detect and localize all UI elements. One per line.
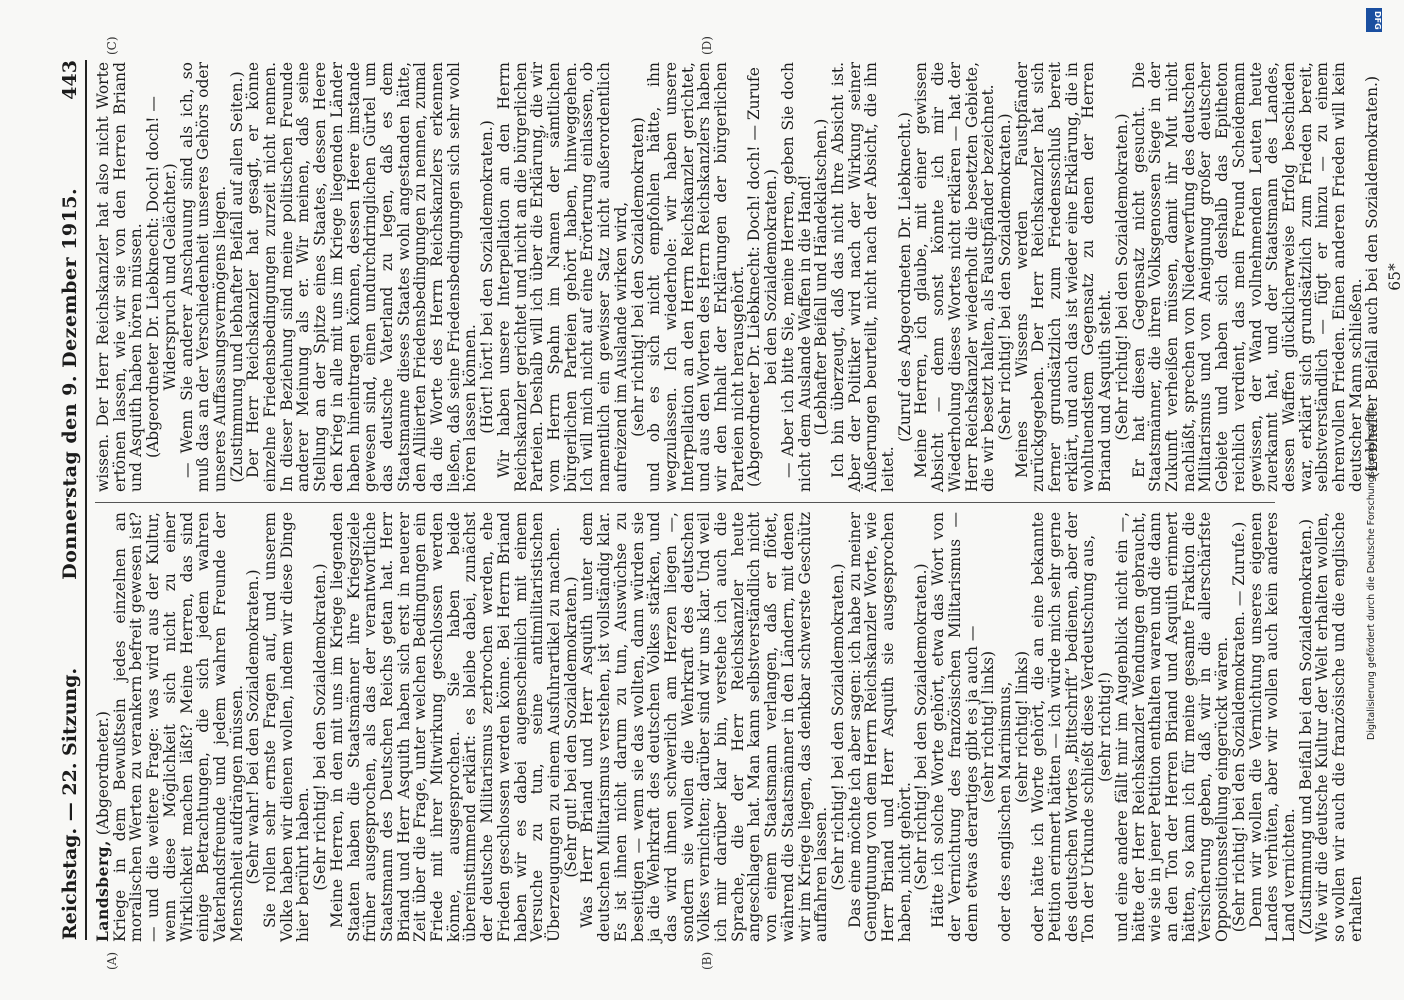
paragraph: Meines Wissens werden Faustpfänder zurückgegeben. Der Herr Reichskanzler hat sich ferner grundsätzlich zum Friedensschluß bereit erklärt, und auch das ist wieder eine Erklärung, die in wohltuendstem Gegensatz zu denen der Herren Briand und Asquith steht. [1012,62,1115,492]
interjection: (Sehr richtig! bei den Sozialdemokraten. — Zurufe.) [1229,521,1248,933]
paragraph: Hätte ich solche Worte gehört, etwa das Wort von der Vernichtung des französischen Militarismus — denn etwas derartiges gibt es ja auch — [929,512,981,942]
interjection: (Abgeordneter Dr. Liebknecht: Doch! doch! — Widerspruch und Gelächter.) [144,96,179,458]
header-left: Reichstag. — 22. Sitzung. [59,667,81,940]
interjection: (Zustimmung und Beifall bei den Sozialdemokraten.) [1296,518,1315,936]
paragraph: Er hat diesen Gegensatz nicht gesucht. Die Staatsmänner, die ihren Volksgenossen Siege in der Zukunft verheißen müssen, damit ihr Mut nicht nachläßt, sprechen von Niederwerfung des deutschen Militarismus und von Aneignung großer deutscher Gebiete und haben sich deshalb das Epitheton reichlich verdient, das mein Freund Scheidemann gewissen, der Wand vollnehmenden Leuten heute zuerkannt hat, und der Staatsmann des Landes, dessen Waffen glücklicherweise Erfolg beschieden war, erklärt sich grundsätzlich zum Frieden bereit, selbstverständlich — fügt er hinzu — zu einem ehrenvollen Frieden. Einen anderen Frieden will kein deutscher Mann schließen. [1129,62,1365,492]
interjection: (sehr richtig! bei den Sozialdemokraten) [628,117,647,437]
paragraph: Sie rollen sehr ernste Fragen auf, und unserem Volke haben wir dienen wollen, indem wir diese Dinge hier berührt haben. [261,512,313,942]
interjection: (sehr richtig! links) [979,650,998,804]
paragraph: Meine Herren, ich glaube, mit einer gewissen Absicht — denn sonst könnte ich mir die Wiederholung dieses Wortes nicht erklären — hat der Herr Reichskanzler wiederholt die besetzten Gebiete, die wir besetzt halten, als Faustpfänder bezeichnet. [912,62,998,492]
paragraph: Denn wir wollen die Vernichtung unseres eigenen Landes verhüten, aber wir wollen auch kein anderes Land vernichten. [1246,512,1298,942]
header-date: Donnerstag den 9. Dezember 1915. [59,187,81,580]
page-header [55,60,87,940]
paragraph: Wie wir die deutsche Kultur der Welt erhalten wollen, so wollen wir auch die französische und die englische erhalten [1313,512,1365,942]
margin-mark-c: (C) [105,36,119,55]
interjection: (Sehr wahr! bei den Sozialdemokraten.) [244,569,263,885]
margin-mark-b: (B) [700,951,714,970]
right-column [94,62,1404,492]
interjection: (Sehr gut! bei den Sozialdemokraten.) [561,576,580,878]
page-number: 443 [59,60,81,100]
paragraph: Meine Herren, in den mit uns im Kriege liegenden Staaten haben die Staatsmänner ihre Kriegsziele früher ausgesprochen, als das der verantwortliche Staatsmann des Deutschen Reichs getan hat. Herr Briand und Herr Asquith haben sich erst in neuerer Zeit über die Frage, unter welchen Bedingungen ein Friede mit ihrer Mitwirkung geschlossen werden könne, ausgesprochen. Sie haben beide übereinstimmend erklärt: es bleibe dabei, zunächst der deutsche Militarismus zerbrochen werden, ehe Frieden geschlossen werden könne. Bei Herrn Briand haben wir es dabei augenscheinlich mit einem Versuche zu tun, seine antimilitaristischen Überzeugungen zu einem Ausfuhrartikel zu machen. [327,512,563,942]
column-divider [95,502,1275,503]
paragraph: oder des englischen Marinismus, [995,681,1014,942]
speaker-role: Abgeordneter. [94,717,112,830]
interjection: (Zuruf des Abgeordneten Dr. Liebknecht.) [895,112,914,442]
paragraph: wissen. Der Herr Reichskanzler hat also nicht Worte ertönen lassen, wie wir sie von den Herren Briand und Asquith haben hören müssen. [94,62,146,492]
interjection: (Sehr richtig! bei den Sozialdemokraten.) [828,563,847,891]
sheet-mark: 65* [1386,263,1404,291]
paragraph: und ob es sich nicht empfohlen hätte, ihn wegzulassen. Ich wiederhole: wir haben unsere Interpellation an den Herrn Reichskanzler gerichtet, und aus den Worten des Herrn Reichskanzlers haben wir den Inhalt der Erklärungen der bürgerlichen Parteien nicht herausgehört. [645,62,747,492]
interjection: (Zustimmung und lebhafter Beifall auf allen Seiten.) [227,71,246,483]
dfg-logo: DFG [1366,8,1382,32]
interjection: (sehr richtig! links) [1012,650,1031,804]
digitization-watermark: Digitalisierung gefördert durch die Deutsche Forschungsgemeinschaft [1366,406,1377,740]
paragraph: Der Herr Reichskanzler hat gesagt, er könne einzelne Friedensbedingungen zurzeit nicht nennen. In dieser Beziehung sind meine politischen Freunde anderer Meinung als er. Wir meinen, daß seine Stellung an der Spitze eines Staates, dessen Heere den Krieg in alle mit uns im Kriege liegenden Länder haben hineintragen können, dessen Heere imstande gewesen sind, einen undurchdringlichen Gürtel um das deutsche Vaterland zu legen, daß es dem Staatsmanne dieses Staates wohl angestanden hätte, den Alliierten Friedensbedingungen zu nennen, zumal da die Worte des Herrn Reichskanzlers erkennen ließen, daß seine Friedensbedingungen sich sehr wohl hören lassen können. [244,62,480,492]
paragraph: Das eine möchte ich aber sagen: ich habe zu meiner Genugtuung von dem Herrn Reichskanzler Worte, wie Herr Briand und Herr Asquith sie ausgesprochen haben, nicht gehört. [845,512,914,942]
speaker-line: Landsberg, (Abgeordneter.) [93,711,112,942]
paragraph: oder hätte ich Worte gehört, die an eine bekannte Petition erinnert hätten — ich würde mich sehr gerne des deutschen Wortes „Bittschrift“ bedienen, aber der Ton der Urkunde schließt diese Verdeutschung aus, [1029,512,1098,942]
interjection: (Sehr richtig! bei den Sozialdemokraten.) [1112,113,1131,441]
interjection: (Lebhafter Beifall und Händeklatschen.) [812,118,831,436]
left-column [93,512,1365,942]
interjection: (Lebhafter Beifall auch bei den Sozialdemokraten.) [1363,75,1382,479]
margin-mark-a: (A) [105,951,119,970]
interjection: (Abgeordneter Dr. Liebknecht: Doch! doch! — Zurufe bei den Sozialdemokraten.) [745,67,781,487]
interjection: (Sehr richtig! bei den Sozialdemokraten.) [311,563,330,891]
paragraph: — Aber ich bitte Sie, meine Herren, geben Sie doch nicht dem Auslande Waffen in die Hand! [778,62,814,492]
interjection: (sehr richtig!) [1096,672,1115,782]
paragraph: Was Herr Briand und Herr Asquith unter dem deutschen Militarismus verstehen, ist vollständig klar. Es ist ihnen nicht darum zu tun, Auswüchse zu beseitigen — wenn sie das wollten, dann würden sie ja die Wehrkraft des deutschen Volkes stärken, und das wird ihnen schwerlich am Herzen liegen —, sondern sie wollen die Wehrkraft des deutschen Volkes vernichten; darüber sind wir uns klar. Und weil ich mir darüber klar bin, verstehe ich auch die Sprache, die der Herr Reichskanzler heute angeschlagen hat. Man kann selbstverständlich nicht von einem Staatsmann verlangen, daß er flötet, während die Staatsmänner in den Ländern, mit denen wir im Kriege liegen, das denkbar schwerste Geschütz auffahren lassen. [578,512,831,942]
paragraph: Ich bin überzeugt, daß das nicht Ihre Absicht ist. Aber der Politiker wird nach der Wirkung seiner Äußerungen beurteilt, nicht nach der Absicht, die ihn leitet. [828,62,898,492]
paragraph: — Wenn Sie anderer Anschauung sind als ich, so muß das an der Verschiedenheit unseres Gehörs oder unseres Auffassungsvermögens liegen. [177,62,229,492]
speaker-name: Landsberg, [93,840,112,942]
paragraph: Kriege in dem Bewußtsein jedes einzelnen an moralischen Werten zu verankern befreit gewesen ist? — und die weitere Frage: was wird aus der Kultur, wenn diese Möglichkeit sich nicht zu einer Wirklichkeit machen läßt? Meine Herren, das sind einige Betrachtungen, die sich jedem wahren Vaterlandsfreunde und jedem wahren Freunde der Menschheit aufdrängen müssen. [110,512,246,942]
margin-mark-d: (D) [700,36,714,55]
interjection: (Hört! hört! bei den Sozialdemokraten.) [478,120,497,434]
paragraph: Wir haben unsere Interpellation an den Herrn Reichskanzler gerichtet und nicht an die bürgerlichen Parteien. Deshalb will ich über die Erklärung, die wir vom Herrn Spahn im Namen der sämtlichen bürgerlichen Parteien gehört haben, hinweggehen. Ich will mich nicht auf eine Erörterung einlassen, ob namentlich ein gewisser Satz nicht außerordentlich aufreizend im Auslande wirken wird, [494,62,630,492]
interjection: (Sehr richtig! bei den Sozialdemokraten.) [995,113,1014,441]
interjection: (Sehr richtig! bei den Sozialdemokraten.) [912,563,931,891]
paragraph: und eine andere fällt mir im Augenblick nicht ein —, hätte der Herr Reichskanzler Wendungen gebraucht, wie sie in jener Petition enthalten waren und die dann an den Ton der Herren Briand und Asquith erinnert hätten, so kann ich für meine gesamte Fraktion die Versicherung geben, daß wir in die allerschärfste Oppositionsstellung eingerückt wären. [1112,512,1232,942]
